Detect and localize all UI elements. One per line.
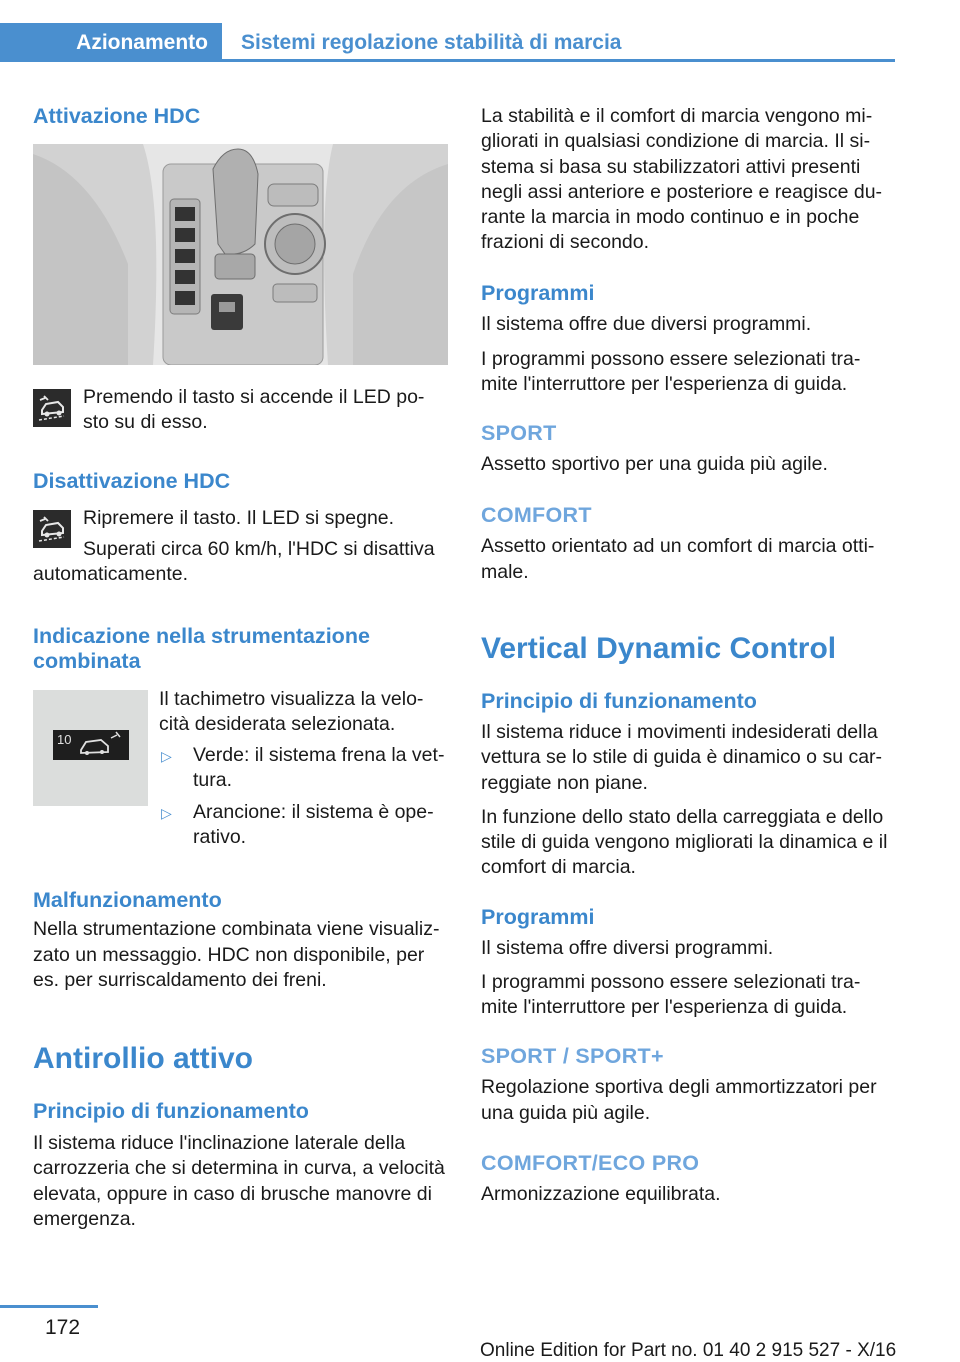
antiroll-text-1: Il sistema riduce l'inclinazione laterale della [33, 1132, 406, 1154]
hdc-activation-heading: Attivazione HDC [33, 104, 201, 128]
hdc-on-text-2: sto su di esso. [83, 411, 208, 433]
malfunction-text-3: es. per surriscaldamento dei freni. [33, 969, 327, 991]
gear-console-illustration [33, 144, 448, 365]
eco-pro-text: Armonizzazione equilibrata. [481, 1183, 721, 1205]
vdc-heading: Vertical Dynamic Control [481, 632, 837, 665]
comfort-heading: COMFORT [481, 503, 592, 527]
hdc-off-text-1: Ripremere il tasto. Il LED si spegne. [83, 507, 395, 529]
hdc-glyph [36, 515, 68, 543]
speedometer-display-image [33, 690, 148, 806]
vdc-text-4: In funzione dello stato della carreggiata e dello [481, 806, 884, 828]
antiroll-text-4: emergenza. [33, 1208, 136, 1230]
programs-text-2a: I programmi possono essere selezionati tra- [481, 348, 861, 370]
vdc-programs-text-2a: I programmi possono essere selezionati tra- [481, 971, 861, 993]
hdc-button-icon [33, 389, 71, 427]
triangle-bullet-icon: ▷ [161, 805, 172, 821]
malfunction-text-2: zato un messaggio. HDC non disponibile, per [33, 944, 425, 966]
intro-text-3: stema si basa su stabilizzatori attivi presenti [481, 156, 861, 178]
intro-text-1: La stabilità e il comfort di marcia vengono mi- [481, 105, 873, 127]
comfort-text-2: male. [481, 561, 529, 583]
programs-text-1: Il sistema offre due diversi programmi. [481, 313, 812, 335]
chapter-label: Azionamento [76, 30, 208, 54]
header-rule [222, 59, 895, 62]
vdc-text-2: vettura se lo stile di guida è dinamico o su car- [481, 746, 883, 768]
programs-text-2b: mite l'interruttore per l'esperienza di guida. [481, 373, 848, 395]
eco-pro-heading: COMFORT/ECO PRO [481, 1151, 700, 1175]
vdc-text-3: reggiate non piane. [481, 772, 648, 794]
sport-plus-text-1: Regolazione sportiva degli ammortizzatori per [481, 1076, 877, 1098]
malfunction-text-1: Nella strumentazione combinata viene visualiz- [33, 918, 440, 940]
vdc-text-1: Il sistema riduce i movimenti indesiderati della [481, 721, 878, 743]
display-speed-value: 10 [57, 732, 72, 747]
hdc-off-text-2: Superati circa 60 km/h, l'HDC si disattiva [83, 538, 435, 560]
hdc-display-illustration [33, 690, 148, 806]
antiroll-subheading: Principio di funzionamento [33, 1099, 309, 1123]
hdc-on-text-1: Premendo il tasto si accende il LED po- [83, 386, 425, 408]
antiroll-text-2: carrozzeria che si determina in curva, a velocità [33, 1157, 445, 1179]
hdc-glyph [36, 394, 68, 422]
vdc-subheading: Principio di funzionamento [481, 689, 757, 713]
intro-text-5: rante la marcia in modo continuo e in poche [481, 206, 860, 228]
antiroll-text-3: elevata, oppure in caso di brusche manovre di [33, 1183, 432, 1205]
hdc-deactivation-heading: Disattivazione HDC [33, 469, 231, 493]
vdc-programs-heading: Programmi [481, 905, 595, 929]
vdc-text-6: comfort di marcia. [481, 856, 636, 878]
hdc-off-text-3: automaticamente. [33, 563, 189, 585]
intro-text-4: negli assi anteriore e posteriore e reagisce du- [481, 181, 883, 203]
antiroll-heading: Antirollio attivo [33, 1042, 253, 1075]
malfunction-heading: Malfunzionamento [33, 888, 222, 912]
sport-heading: SPORT [481, 421, 557, 445]
footer-rule [0, 1305, 98, 1308]
display-bullet-1a: Verde: il sistema frena la vet- [193, 744, 445, 766]
vdc-text-5: stile di guida vengono migliorati la dinamica e il [481, 831, 888, 853]
triangle-bullet-icon: ▷ [161, 748, 172, 764]
comfort-text-1: Assetto orientato ad un comfort di marcia otti- [481, 535, 875, 557]
sport-plus-text-2: una guida più agile. [481, 1102, 651, 1124]
vdc-programs-text-2b: mite l'interruttore per l'esperienza di guida. [481, 996, 848, 1018]
display-bullet-1b: tura. [193, 769, 233, 791]
page-number: 172 [45, 1316, 81, 1339]
display-text-2: cità desiderata selezionata. [159, 713, 396, 735]
gear-console-photo [33, 144, 448, 365]
vdc-programs-text-1: Il sistema offre diversi programmi. [481, 937, 774, 959]
intro-text-6: frazioni di secondo. [481, 231, 650, 253]
sport-text: Assetto sportivo per una guida più agile. [481, 453, 828, 475]
section-title: Sistemi regolazione stabilità di marcia [241, 31, 622, 54]
intro-text-2: gliorati in qualsiasi condizione di marcia. Il si- [481, 130, 871, 152]
hdc-button-icon-2 [33, 510, 71, 548]
page-header [0, 0, 960, 62]
programs-heading: Programmi [481, 281, 595, 305]
display-bullet-2b: rativo. [193, 826, 247, 848]
display-bullet-2a: Arancione: il sistema è ope- [193, 801, 434, 823]
edition-text: Online Edition for Part no. 01 40 2 915 527 - X/16 [480, 1340, 897, 1361]
display-heading-line-2: combinata [33, 649, 141, 673]
display-text-1: Il tachimetro visualizza la velo- [159, 688, 424, 710]
display-heading-line-1: Indicazione nella strumentazione [33, 624, 370, 648]
sport-plus-heading: SPORT / SPORT+ [481, 1044, 664, 1068]
chapter-tab [0, 23, 222, 62]
